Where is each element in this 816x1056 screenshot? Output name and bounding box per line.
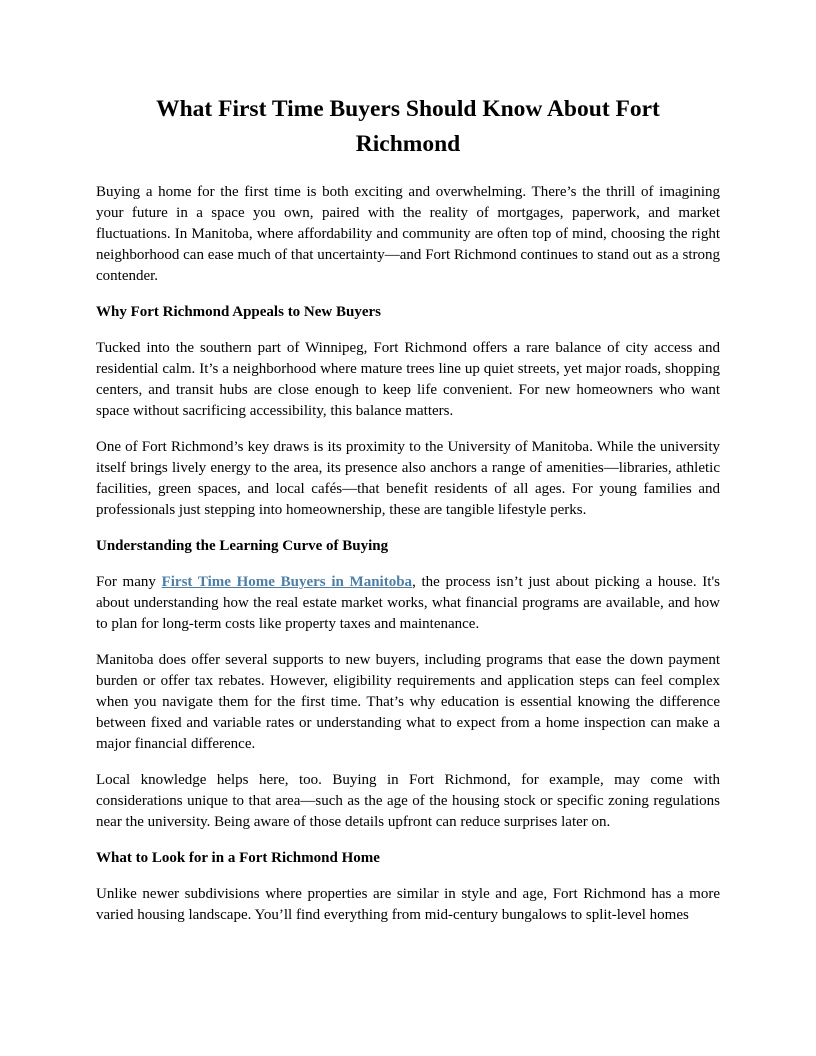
learning-paragraph-3: Local knowledge helps here, too. Buying in Fort Richmond, for example, may come with considerations unique to that area—such as the age of the housing stock or specific zoning regulations near the university. Being aware of those details upfront can reduce surprises later on. — [96, 772, 720, 830]
intro-paragraph: Buying a home for the first time is both exciting and overwhelming. There’s the thrill of imagining your future in a space you own, paired with the reality of mortgages, paperwork, and market fluctuations. In Manitoba, where affordability and community are often top of mind, choosing the right neighborhood can ease much of that uncertainty—and Fort Richmond continues to stand out as a strong contender. — [96, 184, 720, 284]
learning-text-before-link: For many — [96, 574, 162, 590]
appeal-paragraph-1: Tucked into the southern part of Winnipeg, Fort Richmond offers a rare balance of city access and residential calm. It’s a neighborhood where mature trees line up quiet streets, yet major roads, shopping centers, and transit hubs are close enough to keep life convenient. For new homeowners who want space without sacrificing accessibility, this balance matters. — [96, 340, 720, 419]
learning-paragraph-2: Manitoba does offer several supports to new buyers, including programs that ease the down payment burden or offer tax rebates. However, eligibility requirements and application steps can feel complex when you navigate them for the first time. That’s why education is essential knowing the difference between fixed and variable rates or understanding what to expect from a home inspection can make a major financial difference. — [96, 652, 720, 752]
look-for-paragraph-1: Unlike newer subdivisions where properties are similar in style and age, Fort Richmond has a more varied housing landscape. You’ll find everything from mid-century bungalows to split-level homes — [96, 886, 720, 923]
learning-paragraph-1 — [96, 572, 720, 635]
first-time-buyers-link[interactable]: First Time Home Buyers in Manitoba — [161, 574, 413, 590]
document-page — [96, 92, 720, 941]
page-title: What First Time Buyers Should Know About Fort Richmond — [156, 96, 660, 157]
section-heading-what-to-look-for: What to Look for in a Fort Richmond Home — [96, 850, 380, 866]
appeal-paragraph-2: One of Fort Richmond’s key draws is its proximity to the University of Manitoba. While the university itself brings lively energy to the area, its presence also anchors a range of amenities—libraries, athletic facilities, green spaces, and local cafés—that benefit residents of all ages. For young families and professionals just stepping into homeownership, these are tangible lifestyle perks. — [96, 439, 720, 518]
section-heading-appeal: Why Fort Richmond Appeals to New Buyers — [96, 304, 382, 320]
learning-text-after-link: , the process isn’t just about picking a house. It's about understanding how the real estate market works, what financial programs are available, and how to plan for long-term costs like property taxes and maintenance. — [96, 574, 720, 632]
section-heading-learning-curve: Understanding the Learning Curve of Buying — [96, 538, 389, 554]
